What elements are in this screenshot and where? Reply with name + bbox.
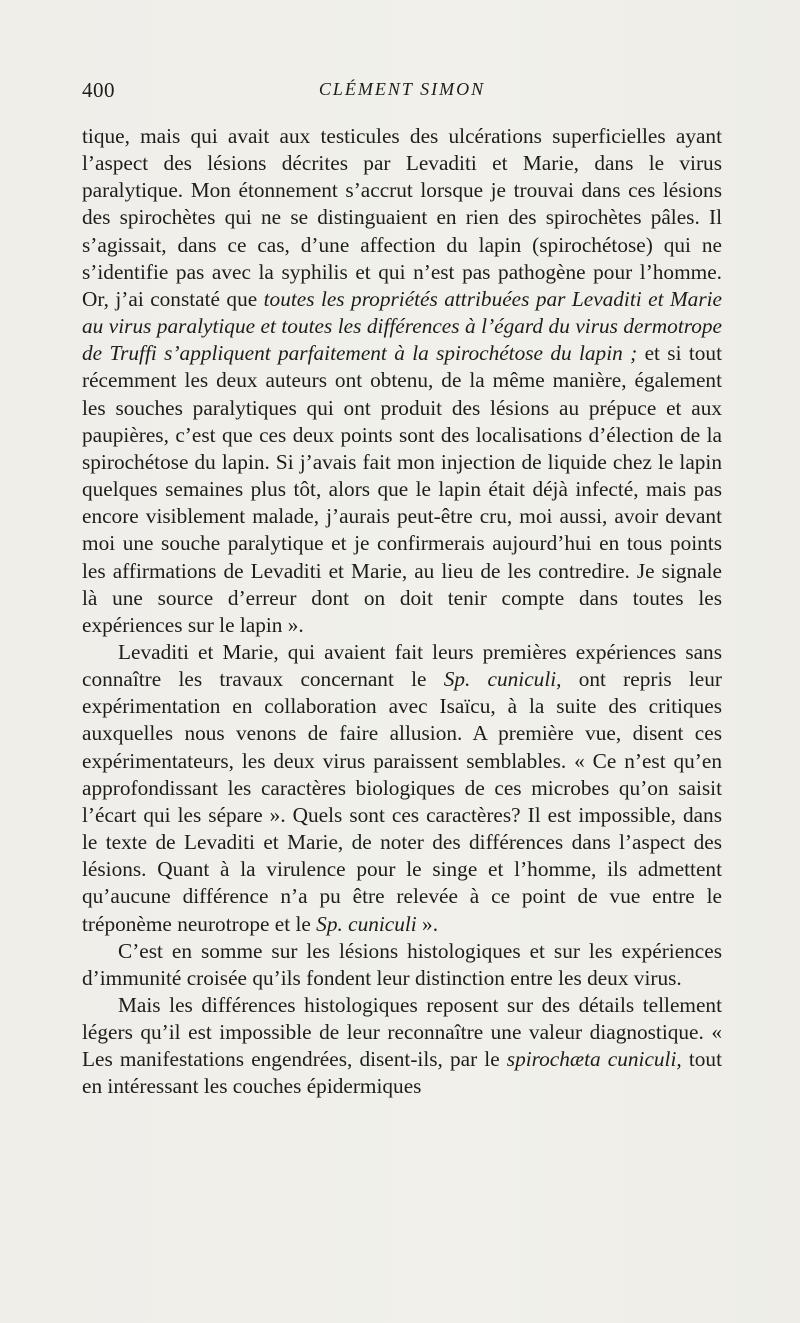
text-run: ont repris leur expérimentation en collaboration avec Isaïcu, à la suite des critiques auxquelles nous venons de faire allusion. A première vue, disent ces expérimentateurs, les deux virus paraissent semblables. « Ce n’est qu’en approfondissant les caractères biologiques de ces microbes qu’on saisit l’écart qui les sépare ». Quels sont ces caractères? Il est impossible, dans le texte de Levaditi et Marie, de noter des différences dans l’aspect des lésions. Quant à la virulence pour le singe et l’homme, ils admettent qu’aucune différence n’a pu être relevée à ce point de vue entre le tréponème neurotrope et le xyxy=(82,667,722,936)
paragraph xyxy=(82,639,722,938)
text-run: et si tout récemment les deux auteurs ont obtenu, de la même manière, également les souches paralytiques qui ont produit des lésions au prépuce et aux paupières, c’est que ces deux points sont des localisations d’élection de la spirochétose du lapin. Si j’avais fait mon injection de liquide chez le lapin quelques semaines plus tôt, alors que le lapin était déjà infecté, mais pas encore visiblement malade, j’aurais peut-être cru, moi aussi, avoir devant moi une souche paralytique et je confirmerais aujourd’hui en tous points les affirmations de Levaditi et Marie, au lieu de les contredire. Je signale là une source d’erreur dont on doit tenir compte dans toutes les expériences sur le lapin ». xyxy=(82,341,722,637)
page-header xyxy=(82,78,722,102)
text-run: tique, mais qui avait aux testicules des ulcérations superficielles ayant l’aspect des lésions décrites par Levaditi et Marie, dans le virus paralytique. Mon étonnement s’accrut lorsque je trouvai dans ces lésions des spirochètes qui ne se distinguaient en rien des spirochètes pâles. Il s’agissait, dans ce cas, d’une affection du lapin (spirochétose) qui ne s’identifie pas avec la syphilis et qui n’est pas pathogène pour l’homme. Or, j’ai constaté que xyxy=(82,124,722,311)
body-text xyxy=(82,123,722,1101)
italic-run: spirochæta cuniculi, xyxy=(506,1047,682,1072)
text-run: Levaditi et Marie, qui avaient fait leurs premières expériences sans connaître les travaux concernant le xyxy=(82,639,722,692)
italic-run: Sp. cuniculi xyxy=(316,911,417,936)
text-run: Mais les différences histologiques reposent sur des détails tellement légers qu’il est impossible de leur reconnaître une valeur diagnostique. « Les manifestations engendrées, disent-ils, par le xyxy=(82,993,722,1072)
running-head: CLÉMENT SIMON xyxy=(318,79,486,99)
paragraph xyxy=(82,123,722,639)
paragraph xyxy=(82,992,722,1101)
italic-run: toutes les propriétés attribuées par Levaditi et Marie au virus paralytique et toutes les différences à l’égard du virus dermotrope de Truffi s’appliquent parfaitement à la spirochétose du lapin ; xyxy=(82,286,722,366)
paragraph xyxy=(82,938,722,992)
italic-run: Sp. cuniculi, xyxy=(443,667,562,692)
text-run: C’est en somme sur les lésions histologiques et sur les expériences d’immunité croisée qu’ils fondent leur distinction entre les deux virus. xyxy=(82,938,722,990)
text-run: tout en intéressant les couches épidermiques xyxy=(82,1047,722,1099)
page-number: 400 xyxy=(82,78,115,102)
text-run: ». xyxy=(416,911,439,936)
